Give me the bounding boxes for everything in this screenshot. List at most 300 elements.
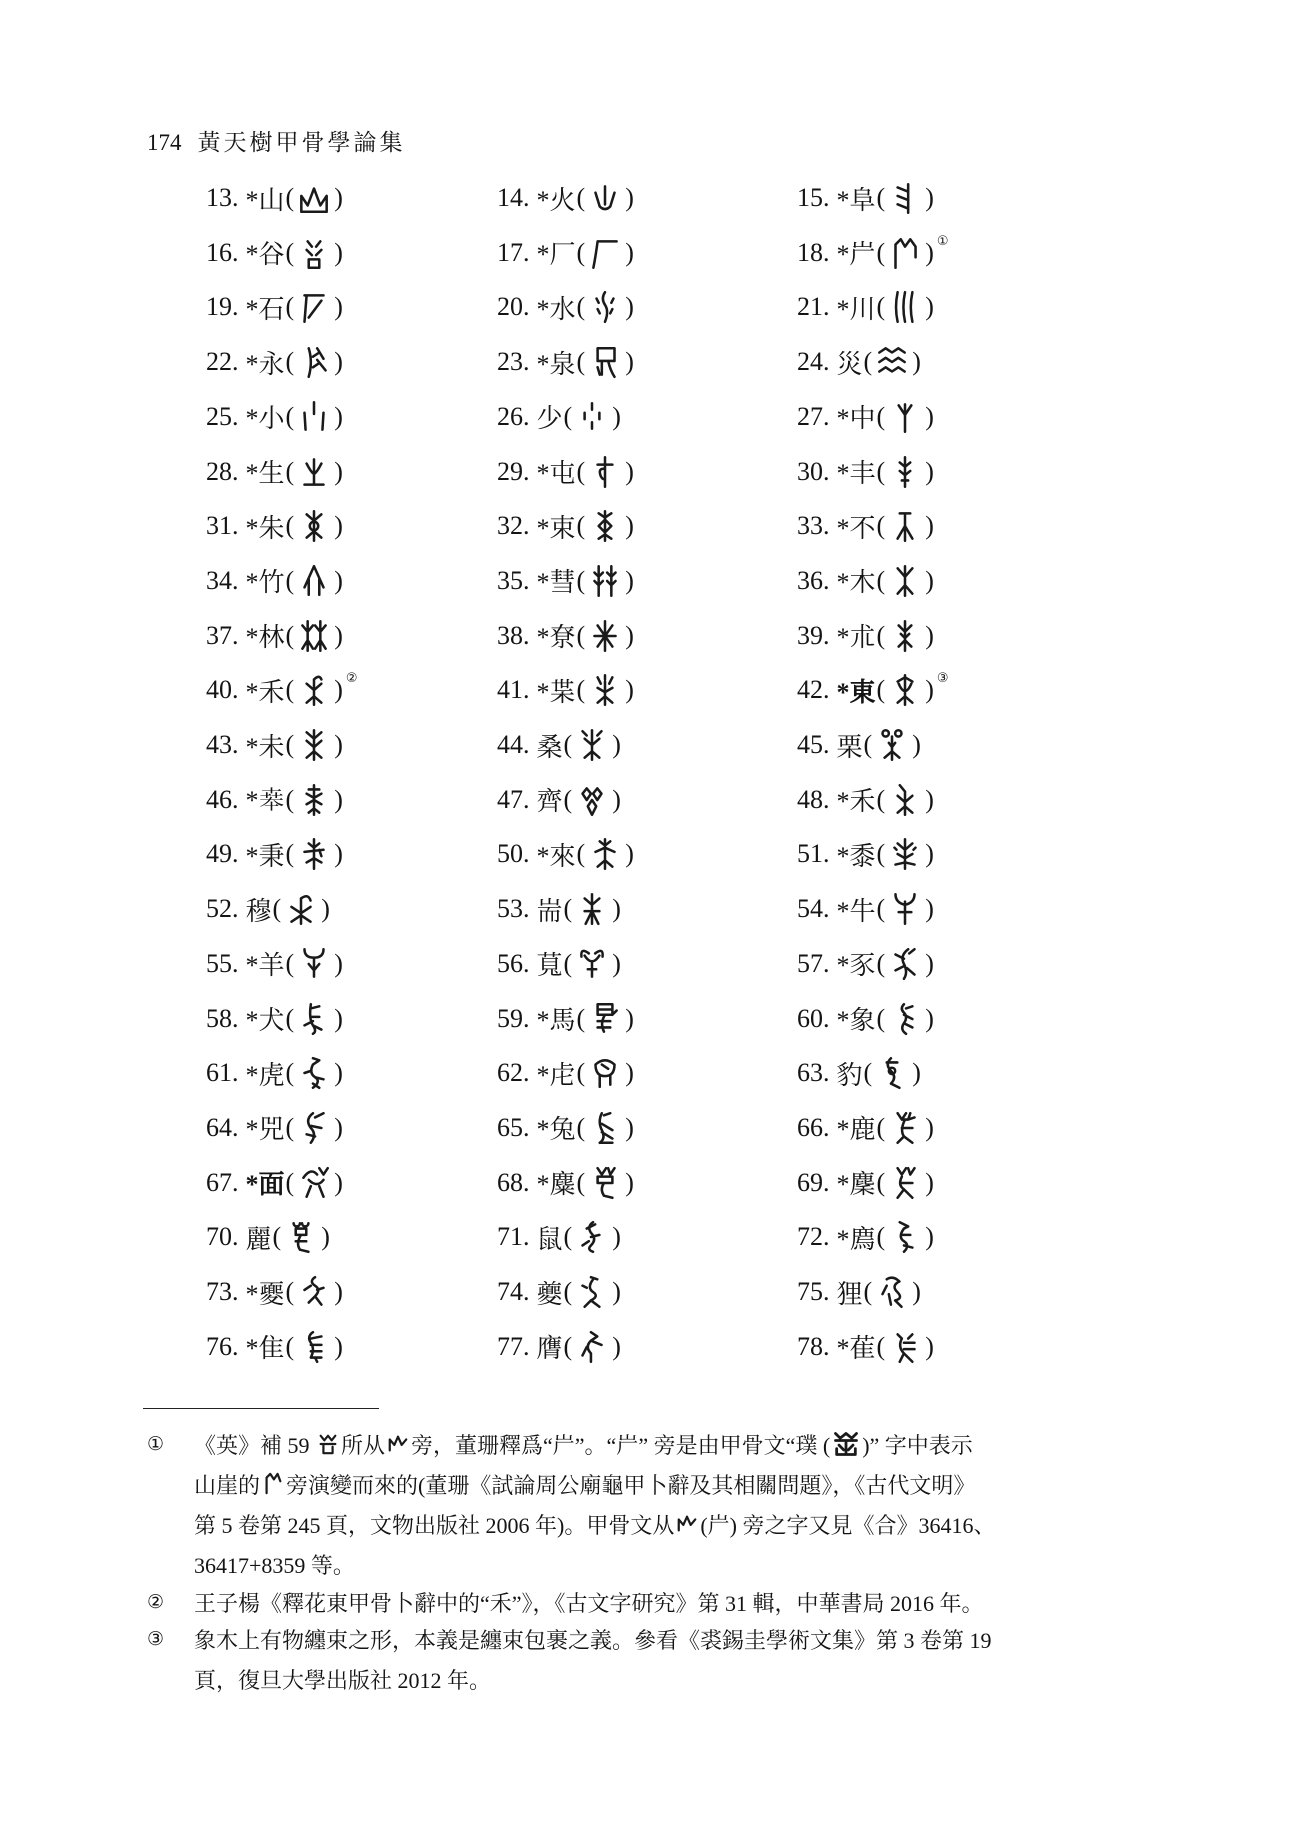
footnote-3-line-1 <box>194 1624 992 1654</box>
close-paren: ) <box>334 183 343 212</box>
open-paren: ( <box>876 237 886 267</box>
open-paren: ( <box>563 1277 573 1306</box>
open-paren: ( <box>876 894 886 924</box>
close-paren: ) <box>334 948 343 978</box>
entry-number: 32. <box>497 511 530 541</box>
entry-number: 21. <box>797 292 830 322</box>
entry-25 <box>206 397 344 437</box>
entry-49 <box>206 834 344 874</box>
open-paren: ( <box>876 1112 886 1142</box>
entry-character: *川 <box>836 294 876 324</box>
entry-character: *屯 <box>536 459 576 488</box>
close-paren: ) <box>625 565 634 595</box>
entry-number: 72. <box>797 1222 830 1252</box>
oracle-bone-glyph-28 <box>298 453 330 491</box>
entry-number: 54. <box>797 894 830 924</box>
oracle-bone-glyph-27 <box>889 398 921 436</box>
oracle-bone-glyph-50 <box>589 835 621 873</box>
close-paren: ) <box>334 1331 343 1361</box>
entry-number: 19. <box>206 292 239 322</box>
open-paren: ( <box>576 675 586 705</box>
entry-character: *象 <box>836 1006 876 1035</box>
entry-34 <box>206 561 344 601</box>
entry-22 <box>206 342 344 382</box>
open-paren: ( <box>876 1003 886 1033</box>
oracle-bone-glyph-31 <box>298 507 330 545</box>
entry-number: 65. <box>497 1112 530 1142</box>
entry-number: 20. <box>497 292 530 322</box>
entry-number: 67. <box>206 1167 239 1197</box>
entry-number: 13. <box>206 183 239 212</box>
open-paren: ( <box>563 894 573 924</box>
entry-16 <box>206 233 344 273</box>
oracle-bone-glyph-48 <box>889 781 921 819</box>
entry-60 <box>797 999 935 1039</box>
oracle-bone-glyph-70 <box>285 1218 317 1256</box>
entry-number: 43. <box>206 730 239 759</box>
entry-character: 少 <box>536 404 563 434</box>
open-paren: ( <box>863 347 873 377</box>
entry-number: 73. <box>206 1277 239 1306</box>
close-paren: ) <box>925 1222 934 1252</box>
close-paren: ) <box>334 1003 343 1033</box>
entry-42 <box>797 670 949 710</box>
entry-number: 53. <box>497 894 530 924</box>
entry-55 <box>206 944 344 984</box>
close-paren: ) <box>925 839 934 869</box>
close-paren: ) <box>925 237 934 267</box>
open-paren: ( <box>285 1277 295 1306</box>
oracle-bone-glyph-66 <box>889 1109 921 1147</box>
footnote-text: 頁，復旦大學出版社 2012 年。 <box>194 1667 492 1693</box>
entry-character: *未 <box>245 732 285 762</box>
oracle-bone-glyph-53 <box>576 890 608 928</box>
entry-number: 25. <box>206 401 239 431</box>
entry-54 <box>797 889 935 929</box>
footnote-1-line-3 <box>194 1509 995 1539</box>
close-paren: ) <box>925 894 934 924</box>
oracle-bone-glyph-45 <box>876 726 908 764</box>
open-paren: ( <box>272 1222 282 1252</box>
entry-78 <box>797 1327 935 1367</box>
oracle-bone-glyph-40 <box>298 671 330 709</box>
entry-character: 耑 <box>536 896 563 926</box>
entry-character: *彗 <box>536 568 576 598</box>
entry-character: *朱 <box>245 513 285 543</box>
entry-number: 34. <box>206 565 239 595</box>
cliff-component-icon <box>387 1432 409 1456</box>
entry-character: *小 <box>245 404 285 434</box>
close-paren: ) <box>625 620 634 650</box>
entry-number: 51. <box>797 839 830 869</box>
entry-56 <box>497 944 622 984</box>
oracle-bone-glyph-32 <box>589 507 621 545</box>
oracle-bone-glyph-64 <box>298 1109 330 1147</box>
entry-character: *木 <box>836 568 876 598</box>
close-paren: ) <box>925 565 934 595</box>
entry-character: *羊 <box>245 951 285 981</box>
entry-character: *兕 <box>245 1115 285 1145</box>
entry-59 <box>497 999 635 1039</box>
close-paren: ) <box>334 730 343 759</box>
close-paren: ) <box>321 894 330 924</box>
close-paren: ) <box>334 675 343 705</box>
close-paren: ) <box>625 1058 634 1088</box>
entry-character: 桑 <box>536 732 563 762</box>
oracle-bone-glyph-34 <box>298 562 330 600</box>
oracle-bone-glyph-52 <box>285 890 317 928</box>
entry-number: 59. <box>497 1003 530 1033</box>
close-paren: ) <box>612 401 621 431</box>
entry-number: 23. <box>497 347 530 377</box>
running-header <box>147 124 406 157</box>
entry-character: 夔 <box>536 1279 563 1309</box>
entry-14 <box>497 178 635 218</box>
close-paren: ) <box>625 292 634 322</box>
close-paren: ) <box>334 1277 343 1306</box>
open-paren: ( <box>576 1003 586 1033</box>
entry-character: *永 <box>245 349 285 379</box>
oracle-glyph-ying-59-icon <box>317 1432 339 1456</box>
close-paren: ) <box>925 620 934 650</box>
close-paren: ) <box>625 1167 634 1197</box>
open-paren: ( <box>863 730 873 759</box>
entry-character: *生 <box>245 459 285 488</box>
entry-36 <box>797 561 935 601</box>
footnote-text: 旁演變而來的(董珊《試論周公廟龜甲卜辭及其相關問題》，《古代文明》 <box>286 1472 976 1498</box>
open-paren: ( <box>876 456 886 486</box>
entry-character: *竹 <box>245 568 285 598</box>
open-paren: ( <box>576 347 586 377</box>
entry-character: *犬 <box>245 1006 285 1035</box>
oracle-bone-glyph-63 <box>876 1054 908 1092</box>
entry-character: *虍 <box>536 1060 576 1090</box>
oracle-bone-glyph-54 <box>889 890 921 928</box>
close-paren: ) <box>334 839 343 869</box>
open-paren: ( <box>876 784 886 814</box>
entry-number: 29. <box>497 456 530 486</box>
entry-number: 48. <box>797 784 830 814</box>
entry-52 <box>206 889 331 929</box>
footnote-text: 36417+8359 等。 <box>194 1552 355 1578</box>
entry-number: 68. <box>497 1167 530 1197</box>
footnote-text: 山崖的 <box>194 1472 261 1498</box>
entry-number: 47. <box>497 784 530 814</box>
oracle-bone-glyph-14 <box>589 179 621 217</box>
entry-character: *𠦪 <box>245 786 285 816</box>
close-paren: ) <box>925 948 934 978</box>
close-paren: ) <box>625 675 634 705</box>
entry-character: *秉 <box>245 841 285 871</box>
entry-number: 55. <box>206 948 239 978</box>
close-paren: ) <box>334 1112 343 1142</box>
oracle-bone-glyph-74 <box>576 1273 608 1311</box>
close-paren: ) <box>925 1003 934 1033</box>
entry-35 <box>497 561 635 601</box>
open-paren: ( <box>876 620 886 650</box>
entry-33 <box>797 506 935 546</box>
entry-number: 64. <box>206 1112 239 1142</box>
open-paren: ( <box>576 183 586 212</box>
open-paren: ( <box>285 401 295 431</box>
close-paren: ) <box>625 237 634 267</box>
oracle-bone-glyph-69 <box>889 1164 921 1202</box>
entry-23 <box>497 342 635 382</box>
entry-53 <box>497 889 622 929</box>
oracle-bone-glyph-58 <box>298 1000 330 1038</box>
entry-number: 70. <box>206 1222 239 1252</box>
close-paren: ) <box>612 1277 621 1306</box>
close-paren: ) <box>925 1112 934 1142</box>
footnote-text: 所从 <box>341 1432 386 1458</box>
oracle-bone-glyph-38 <box>589 617 621 655</box>
open-paren: ( <box>876 565 886 595</box>
oracle-bone-glyph-37 <box>298 617 330 655</box>
footnote-text: 王子楊《釋花東甲骨卜辭中的“禾”》，《古文字研究》第 31 輯，中華書局 2016 年。 <box>194 1590 984 1616</box>
close-paren: ) <box>925 183 934 212</box>
close-paren: ) <box>925 456 934 486</box>
entry-character: 穆 <box>245 896 272 926</box>
open-paren: ( <box>576 511 586 541</box>
entry-27 <box>797 397 935 437</box>
close-paren: ) <box>321 1222 330 1252</box>
open-paren: ( <box>285 1003 295 1033</box>
entry-character: *火 <box>536 185 576 215</box>
entry-number: 30. <box>797 456 830 486</box>
footnote-1-line-2 <box>194 1469 975 1499</box>
close-paren: ) <box>334 347 343 377</box>
close-paren: ) <box>625 839 634 869</box>
footnote-ref: ③ <box>936 671 949 687</box>
entry-number: 22. <box>206 347 239 377</box>
close-paren: ) <box>912 1058 921 1088</box>
oracle-bone-glyph-41 <box>589 671 621 709</box>
entry-48 <box>797 780 935 820</box>
open-paren: ( <box>576 1167 586 1197</box>
oracle-bone-glyph-49 <box>298 835 330 873</box>
open-paren: ( <box>576 1112 586 1142</box>
oracle-bone-glyph-76 <box>298 1328 330 1366</box>
entry-number: 58. <box>206 1003 239 1033</box>
open-paren: ( <box>863 1277 873 1306</box>
entry-17 <box>497 233 635 273</box>
entry-73 <box>206 1272 344 1312</box>
open-paren: ( <box>576 565 586 595</box>
entry-character: 災 <box>836 349 863 379</box>
page-number: 174 <box>147 130 182 155</box>
close-paren: ) <box>925 1167 934 1197</box>
entry-character: 麗 <box>245 1224 272 1254</box>
open-paren: ( <box>285 784 295 814</box>
entry-character: *水 <box>536 294 576 324</box>
footnote-marker-2: ② <box>147 1591 165 1613</box>
close-paren: ) <box>612 894 621 924</box>
oracle-bone-glyph-39 <box>889 617 921 655</box>
oracle-bone-glyph-47 <box>576 781 608 819</box>
entry-character: *馬 <box>536 1006 576 1035</box>
entry-character: 萈 <box>536 951 563 981</box>
entry-64 <box>206 1108 344 1148</box>
open-paren: ( <box>876 839 886 869</box>
entry-number: 15. <box>797 183 830 212</box>
oracle-bone-glyph-60 <box>889 1000 921 1038</box>
entry-47 <box>497 780 622 820</box>
entry-character: 膺 <box>536 1334 563 1364</box>
open-paren: ( <box>876 183 886 212</box>
footnote-ref: ② <box>345 671 358 687</box>
entry-58 <box>206 999 344 1039</box>
entry-69 <box>797 1163 935 1203</box>
close-paren: ) <box>925 784 934 814</box>
oracle-bone-glyph-21 <box>889 288 921 326</box>
entry-76 <box>206 1327 344 1367</box>
entry-29 <box>497 452 635 492</box>
open-paren: ( <box>876 1167 886 1197</box>
entry-character: 栗 <box>836 732 863 762</box>
entry-39 <box>797 616 935 656</box>
open-paren: ( <box>285 730 295 759</box>
close-paren: ) <box>625 456 634 486</box>
open-paren: ( <box>576 620 586 650</box>
entry-character: *隹 <box>245 1334 285 1364</box>
entry-character: *枼 <box>536 677 576 707</box>
entry-number: 18. <box>797 237 830 267</box>
entry-character: *不 <box>836 513 876 543</box>
oracle-bone-glyph-25 <box>298 398 330 436</box>
oracle-bone-glyph-13 <box>298 179 330 217</box>
entry-character: 鼠 <box>536 1224 563 1254</box>
entry-number: 35. <box>497 565 530 595</box>
oracle-bone-glyph-15 <box>889 179 921 217</box>
entry-26 <box>497 397 622 437</box>
close-paren: ) <box>334 292 343 322</box>
open-paren: ( <box>285 620 295 650</box>
entry-13 <box>206 178 344 218</box>
entry-character: *泉 <box>536 349 576 379</box>
footnote-marker-3: ③ <box>147 1628 165 1650</box>
close-paren: ) <box>912 1277 921 1306</box>
footnote-text: (屵) 旁之字又見《合》36416、 <box>700 1512 996 1538</box>
entry-18 <box>797 233 949 273</box>
entry-21 <box>797 287 935 327</box>
oracle-bone-glyph-16 <box>298 234 330 272</box>
entry-character: *牛 <box>836 896 876 926</box>
entry-number: 69. <box>797 1167 830 1197</box>
open-paren: ( <box>876 1222 886 1252</box>
close-paren: ) <box>925 511 934 541</box>
close-paren: ) <box>334 784 343 814</box>
oracle-bone-glyph-78 <box>889 1328 921 1366</box>
entry-77 <box>497 1327 622 1367</box>
footnote-3-line-2 <box>194 1664 491 1694</box>
open-paren: ( <box>563 948 573 978</box>
open-paren: ( <box>285 347 295 377</box>
oracle-bone-glyph-62 <box>589 1054 621 1092</box>
entry-32 <box>497 506 635 546</box>
footnote-1-line-1 <box>194 1429 973 1459</box>
footnote-marker-1: ① <box>147 1433 165 1455</box>
entry-number: 49. <box>206 839 239 869</box>
entry-character: *尞 <box>536 623 576 653</box>
entry-19 <box>206 287 344 327</box>
entry-character: *林 <box>245 623 285 653</box>
entry-character: *萑 <box>836 1334 876 1364</box>
entry-character: *來 <box>536 841 576 871</box>
oracle-bone-glyph-75 <box>876 1273 908 1311</box>
oracle-bone-glyph-56 <box>576 945 608 983</box>
open-paren: ( <box>576 1058 586 1088</box>
entry-character: *阜 <box>836 185 876 215</box>
close-paren: ) <box>612 784 621 814</box>
entry-number: 74. <box>497 1277 530 1306</box>
open-paren: ( <box>576 839 586 869</box>
entry-number: 42. <box>797 675 830 705</box>
entry-74 <box>497 1272 622 1312</box>
footnote-text: )” 字中表示 <box>862 1432 973 1458</box>
entry-character: *厂 <box>536 240 576 270</box>
footnote-separator <box>143 1408 379 1409</box>
open-paren: ( <box>285 456 295 486</box>
open-paren: ( <box>563 730 573 759</box>
close-paren: ) <box>925 401 934 431</box>
open-paren: ( <box>576 292 586 322</box>
close-paren: ) <box>612 1222 621 1252</box>
oracle-bone-glyph-24 <box>876 343 908 381</box>
entry-character: *豕 <box>836 951 876 981</box>
oracle-bone-glyph-71 <box>576 1218 608 1256</box>
oracle-bone-glyph-67 <box>298 1164 330 1202</box>
entry-31 <box>206 506 344 546</box>
entry-character: *禾 <box>245 677 285 707</box>
entry-character: 狸 <box>836 1279 863 1309</box>
entry-44 <box>497 725 622 765</box>
open-paren: ( <box>285 1058 295 1088</box>
entry-71 <box>497 1217 622 1257</box>
oracle-bone-glyph-65 <box>589 1109 621 1147</box>
oracle-bone-glyph-51 <box>889 835 921 873</box>
entry-68 <box>497 1163 635 1203</box>
oracle-bone-glyph-22 <box>298 343 330 381</box>
oracle-bone-glyph-36 <box>889 562 921 600</box>
oracle-bone-glyph-61 <box>298 1054 330 1092</box>
open-paren: ( <box>563 784 573 814</box>
cliff-component-icon <box>262 1472 284 1496</box>
close-paren: ) <box>625 511 634 541</box>
entry-number: 61. <box>206 1058 239 1088</box>
close-paren: ) <box>334 511 343 541</box>
oracle-bone-glyph-23 <box>589 343 621 381</box>
footnote-1-line-4 <box>194 1549 355 1579</box>
open-paren: ( <box>285 1331 295 1361</box>
entry-70 <box>206 1217 331 1257</box>
footnote-text: 第 5 卷第 245 頁，文物出版社 2006 年)。甲骨文从 <box>194 1512 675 1538</box>
entry-number: 14. <box>497 183 530 212</box>
close-paren: ) <box>925 1331 934 1361</box>
open-paren: ( <box>876 675 886 705</box>
open-paren: ( <box>285 948 295 978</box>
entry-number: 24. <box>797 347 830 377</box>
entry-number: 33. <box>797 511 830 541</box>
entry-57 <box>797 944 935 984</box>
close-paren: ) <box>625 1003 634 1033</box>
open-paren: ( <box>563 1331 573 1361</box>
entry-character: *谷 <box>245 240 285 270</box>
entry-24 <box>797 342 922 382</box>
entry-character: *鹿 <box>836 1115 876 1145</box>
entry-number: 28. <box>206 456 239 486</box>
close-paren: ) <box>334 620 343 650</box>
close-paren: ) <box>612 1331 621 1361</box>
